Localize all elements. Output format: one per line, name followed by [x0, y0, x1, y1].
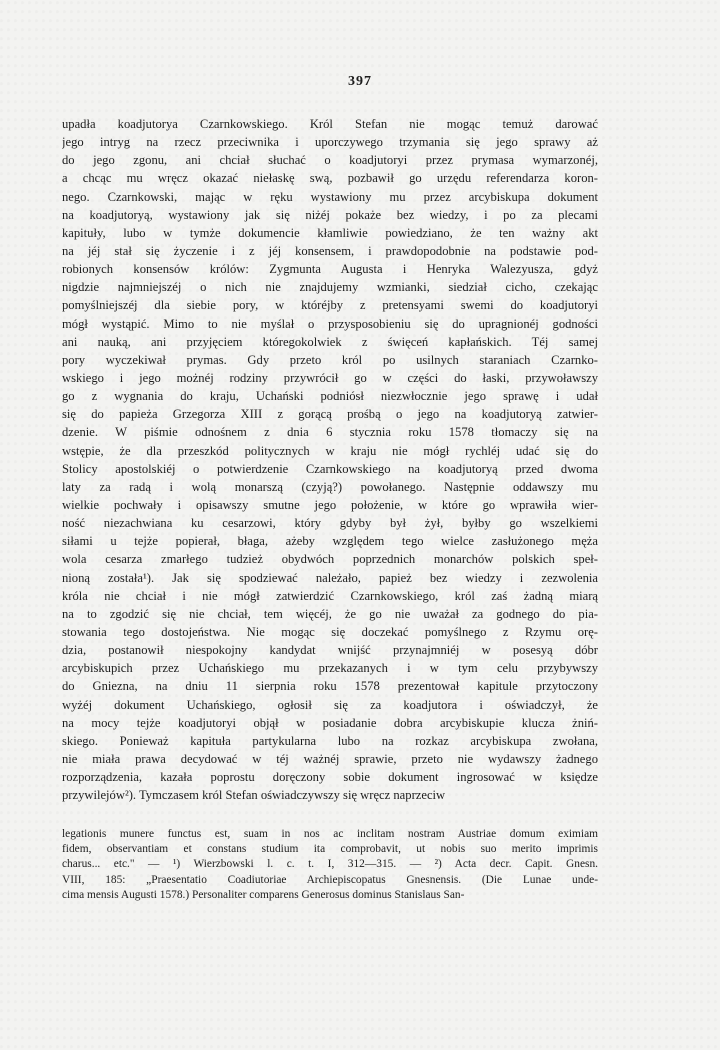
body-line: laty za radą i wolą monarszą (czyją?) powołanego. Następnie oddawszy mu	[62, 479, 598, 494]
body-line: upadła koadjutorya Czarnkowskiego. Król Stefan nie mogąc temuż darować	[62, 117, 598, 131]
body-line: się do papieża Grzegorza XIII z gorącą prośbą o jego na koadjutoryą zatwier-	[62, 407, 598, 422]
body-line: Stolicy apostolskiéj o potwierdzenie Czarnkowskiego na koadjutoryą przed dwoma	[62, 461, 598, 476]
body-line: jego intryg na rzecz przeciwnika i uporczywego trzymania się jego sprawy aż	[62, 135, 598, 150]
body-line: na koadjutoryą, wystawiony jak się niżéj pokaże bez wiedzy, i po za plecami	[62, 207, 598, 222]
body-line: wskiego i jego możnéj rodziny przywrócił go w części do łaski, przywoławszy	[62, 370, 598, 385]
footnote-line: cima mensis Augusti 1578.) Personaliter comparens Generosus dominus Stanislaus San-	[62, 888, 465, 901]
footnotes	[62, 827, 598, 903]
body-line: na mocy tejże koadjutoryi objął w posiadanie dobra arcybiskupie klucza żniń-	[62, 715, 598, 730]
footnote-line: charus... etc." — ¹) Wierzbowski l. c. t. I, 312—315. — ²) Acta decr. Capit. Gnesn.	[62, 858, 598, 871]
body-line: rozporządzenia, kazała poprostu doręczony sobie dokument ingrosować w księdze	[62, 770, 598, 785]
body-line: na to zgodzić się nie chciał, tem więcéj, że go nie uważał za godnego do pia-	[62, 606, 598, 621]
body-line: stowania tego dostojeństwa. Nie mogąc się doczekać pomyślnego z Rzymu orę-	[62, 624, 598, 639]
body-line: pory wyczekiwał prymas. Gdy przeto król po usilnych staraniach Czarnko-	[62, 352, 598, 367]
body-line: nioną została¹). Jak się spodziewać należało, papież bez wiedzy i zezwolenia	[62, 570, 598, 585]
body-line: mógł wystąpić. Mimo to nie myślał o przysposobieniu się do upragnionéj godności	[62, 316, 598, 331]
body-line: nie miała prawa decydować w téj ważnéj sprawie, przeto nie wydawszy żadnego	[62, 751, 598, 766]
page-number: 397	[348, 74, 372, 89]
body-line: arcybiskupich przez Uchańskiego mu przekazanych i w tym celu przybywszy	[62, 661, 598, 676]
body-line: dzia, postanowił niespokojny kandydat wnijść przynajmniéj w posesyą dóbr	[62, 643, 598, 658]
body-line: siłami u tejże popierał, błaga, ażeby względem tego wielce zasłużonego męża	[62, 534, 598, 549]
body-line: króla nie chciał i nie mógł zatwierdzić Czarnkowskiego, król zaś żadną miarą	[62, 588, 598, 603]
body-line: ność niezachwiana ku cesarzowi, który gdyby był żył, byłby go wszelkiemi	[62, 516, 598, 531]
body-line: kapituły, lubo w tymże dokumencie kłamliwie powiedziano, że ten ważny akt	[62, 225, 598, 240]
body-line: do jego zgonu, ani chciał słuchać o koadjutoryi przez prymasa wymarzonéj,	[62, 153, 598, 168]
body-line: skiego. Ponieważ kapituła partykularna lubo na rozkaz arcybiskupa zwołana,	[62, 733, 598, 748]
footnote-line: legationis munere functus est, suam in nos ac inclitam nostram Austriae domum eximiam	[62, 828, 598, 840]
body-line: wstępie, że dla przeszkód politycznych w kraju nie mógł rychléj udać się do	[62, 443, 598, 458]
body-line: nego. Czarnkowski, mając w ręku wystawiony mu przez arcybiskupa dokument	[62, 189, 598, 204]
body-line: go z wygnania do kraju, Uchański podniósł niezwłocznie jego sprawę i udał	[62, 389, 598, 404]
body-line: pomyślniejszéj dla siebie pory, w któréjby z pretensyami swemi do koadjutoryi	[62, 298, 598, 313]
body-line: przywilejów²). Tymczasem król Stefan oświadczywszy się wręcz naprzeciw	[62, 788, 446, 803]
footnote-line: VIII, 185: „Praesentatio Coadiutoriae Archiepiscopatus Gnesnensis. (Die Lunae unde-	[62, 873, 598, 886]
body-line: robionych konsensów królów: Zygmunta Augusta i Henryka Walezyusza, gdyż	[62, 262, 598, 277]
body-line: dzenie. W piśmie odnośnem z dnia 6 stycznia roku 1578 tłomaczy się na	[62, 425, 598, 440]
body-line: a chcąc mu wręcz okazać niełaskę swą, pozbawił go urzędu referendarza koron-	[62, 171, 598, 186]
footnote-line: fidem, observantiam et constans studium ita comprobavit, ut nobis suo merito imprimis	[62, 843, 598, 856]
body-line: do Gniezna, na dniu 11 sierpnia roku 1578 prezentował kapitule przytoczony	[62, 679, 598, 694]
body-line: ani nauką, ani przyjęciem któregokolwiek z święceń kapłańskich. Téj samej	[62, 334, 598, 349]
body-line: nigdzie najmniejszéj o nich nie znajdujemy wzmianki, siedział cicho, czekając	[62, 280, 598, 295]
body-line: na jéj stał się życzenie i z jéj konsensem, i prawdopodobnie na podstawie pod-	[62, 243, 598, 258]
body-line: wielkie pochwały i opisawszy smutne jego położenie, w które go wprawiła wier-	[62, 497, 598, 512]
body-line: wyżéj dokument Uchańskiego, ogłosił się za koadjutora i oświadczył, że	[62, 697, 598, 712]
body-line: wola cesarza zmarłego tudzież obydwóch poprzednich monarchów polskich speł-	[62, 552, 598, 567]
body-text	[62, 115, 598, 804]
